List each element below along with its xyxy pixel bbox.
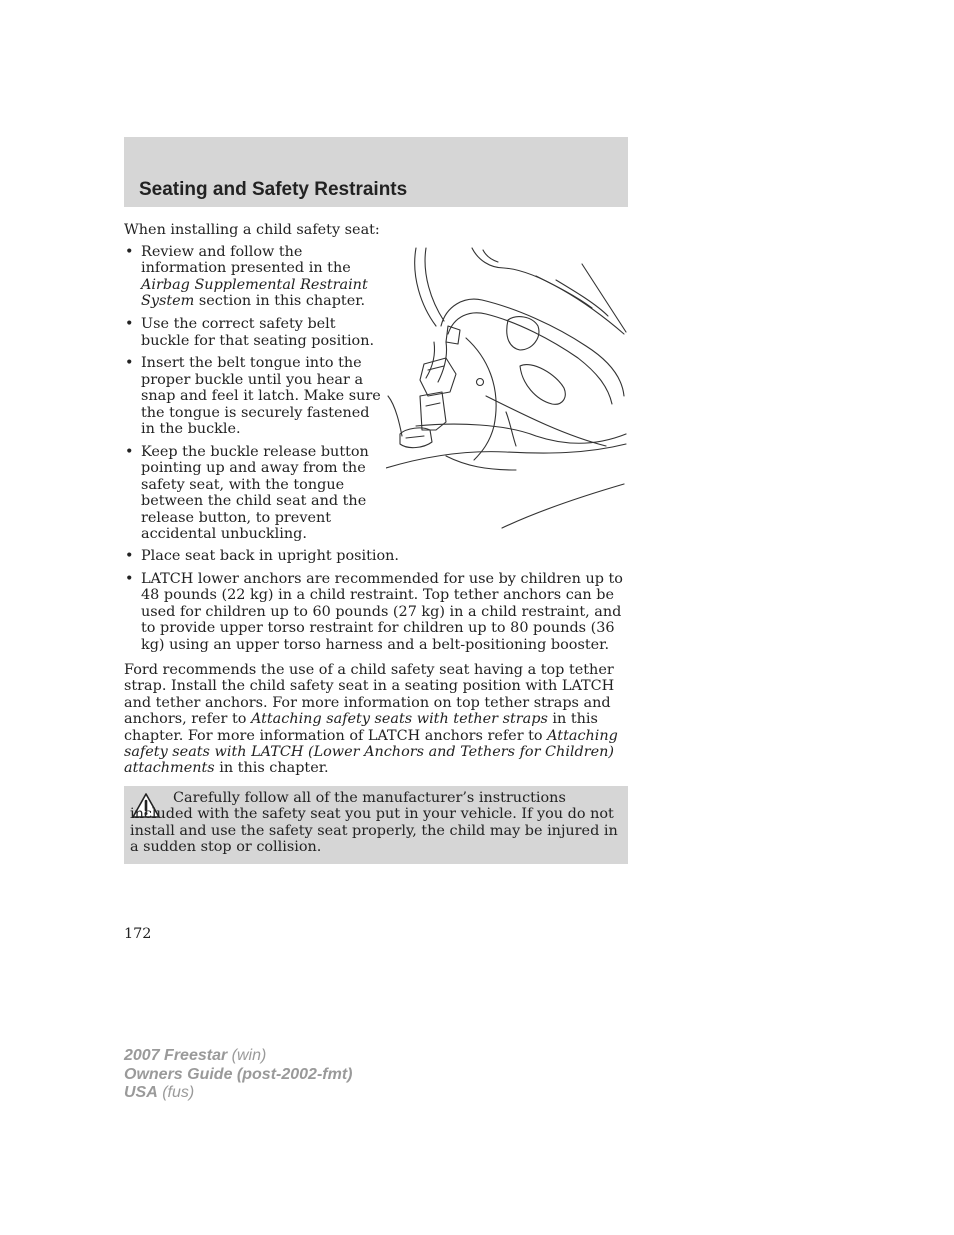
document-footer [124,1047,352,1103]
bullet-list-narrow [124,244,386,549]
child-seat-buckle-illustration [386,246,630,534]
footer-line-1: 2007 Freestar (win) [124,1047,267,1064]
text-run: Ford recommends the use of a child safety seat having a top tether strap. Install the child safety seat in a seating position with LATCH and tether anchors. For more information on top tether straps and anchors, refer to [124,662,615,728]
page-number: 172 [124,926,152,942]
list-item [124,316,386,349]
section-title: Seating and Safety Restraints [139,179,408,200]
text-run: in this chapter. For more information of LATCH anchors refer to [124,711,598,744]
italic-reference: Airbag Supplemental Restraint System [141,276,368,310]
bullet-list-wide [124,548,629,659]
text-run: Keep the buckle release button pointing up and away from the safety seat, with the tongue between the child seat and the release button, to prevent accidental unbuckling. [141,443,369,542]
list-item [124,571,629,653]
text-run: LATCH lower anchors are recommended for use by children up to 48 pounds (22 kg) in a child restraint. Top tether anchors can be used for children up to 60 pounds (27 kg) in a child restraint, and to provide upper torso restraint for children up to 80 pounds (36 kg) using an upper torso harness and a belt-positioning booster. [141,570,623,653]
section-header [124,137,628,207]
warning-box [124,786,628,864]
text-run: section in this chapter. [194,293,366,310]
body-paragraph [124,662,629,777]
text-run: Review and follow the information presented in the [141,244,351,277]
footer-line-3: USA (fus) [124,1084,195,1101]
footer-line-2: Owners Guide (post-2002-fmt) [124,1065,353,1083]
text-run: Place seat back in upright position. [141,548,399,564]
list-item [124,244,386,310]
text-run: Use the correct safety belt buckle for that seating position. [141,316,375,349]
text-run: in this chapter. [214,760,329,777]
list-item [124,355,386,437]
intro-text: When installing a child safety seat: [124,222,380,238]
italic-reference: Attaching safety seats with LATCH (Lower Anchors and Tethers for Children) attachments [124,727,618,777]
text-run: Insert the belt tongue into the proper buckle until you hear a snap and feel it latch. Make sure the tongue is securely fastened in the buckle. [141,355,381,438]
italic-reference: Attaching safety seats with tether straps [250,711,548,728]
list-item [124,444,386,542]
list-item [124,548,629,564]
warning-text: Carefully follow all of the manufacturer’s instructions included with the safety seat you put in your vehicle. If you do not install and use the safety seat properly, the child may be injured in a sudden stop or collision. [130,790,618,856]
